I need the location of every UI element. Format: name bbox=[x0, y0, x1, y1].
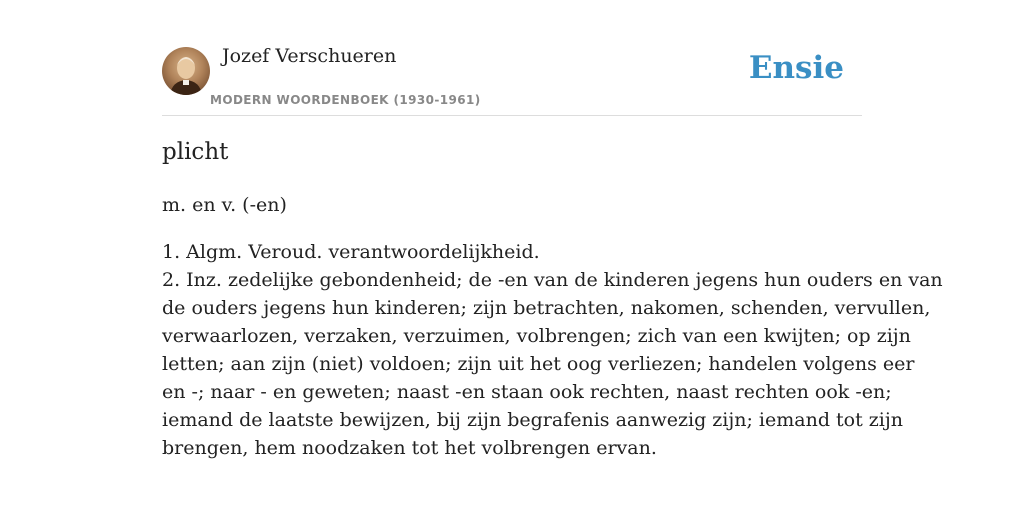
grammar-info: m. en v. (-en) bbox=[162, 194, 287, 216]
author-avatar[interactable] bbox=[162, 47, 210, 95]
portrait-icon bbox=[162, 47, 210, 95]
definition-text bbox=[162, 238, 943, 462]
definition-line: de ouders jegens hun kinderen; zijn betrachten, nakomen, schenden, vervullen, bbox=[162, 297, 931, 319]
entry-header bbox=[162, 0, 862, 116]
headword-title: plicht bbox=[162, 139, 229, 165]
definition-line: verwaarlozen, verzaken, verzuimen, volbrengen; zich van een kwijten; op zijn bbox=[162, 325, 911, 347]
definition-line: 1. Algm. Veroud. verantwoordelijkheid. bbox=[162, 241, 540, 263]
brand-logo[interactable]: Ensie bbox=[748, 50, 844, 86]
definition-line: iemand de laatste bewijzen, bij zijn begrafenis aanwezig zijn; iemand tot zijn bbox=[162, 409, 903, 431]
definition-line: brengen, hem noodzaken tot het volbrengen ervan. bbox=[162, 437, 657, 459]
source-label[interactable]: MODERN WOORDENBOEK (1930-1961) bbox=[210, 93, 481, 107]
author-name[interactable]: Jozef Verschueren bbox=[222, 45, 397, 67]
definition-line: 2. Inz. zedelijke gebondenheid; de -en van de kinderen jegens hun ouders en van bbox=[162, 269, 943, 291]
definition-line: letten; aan zijn (niet) voldoen; zijn uit het oog verliezen; handelen volgens eer bbox=[162, 353, 915, 375]
definition-line: en -; naar - en geweten; naast -en staan ook rechten, naast rechten ook -en; bbox=[162, 381, 892, 403]
entry-card bbox=[162, 0, 943, 512]
